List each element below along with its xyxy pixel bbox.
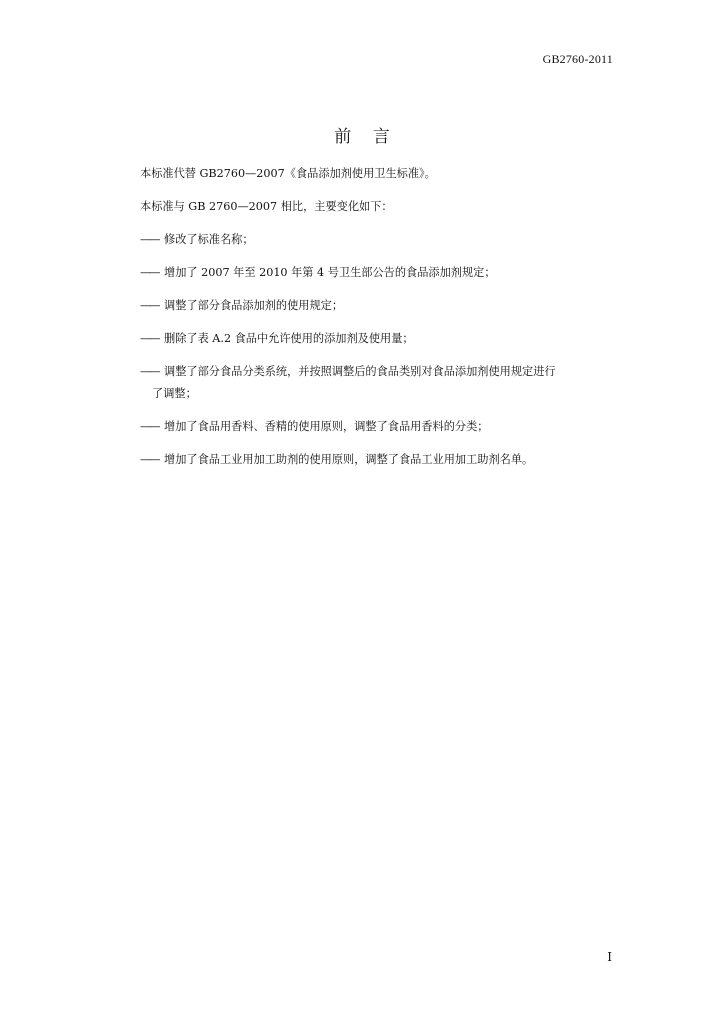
list-item bbox=[140, 364, 620, 402]
standard-code: GB2760-2011 bbox=[542, 52, 613, 66]
page-number: I bbox=[607, 950, 612, 964]
list-dash: —— bbox=[140, 266, 159, 279]
list-dash: —— bbox=[140, 233, 159, 246]
list-dash: —— bbox=[140, 365, 159, 378]
list-item bbox=[140, 331, 620, 347]
list-item bbox=[140, 452, 620, 468]
paragraph-changes-intro: 本标准与 GB 2760—2007 相比，主要变化如下： bbox=[140, 200, 393, 213]
list-item-text: 调整了部分食品添加剂的使用规定； bbox=[164, 299, 344, 312]
list-dash: —— bbox=[140, 332, 159, 345]
list-item bbox=[140, 232, 620, 248]
list-item bbox=[140, 265, 620, 281]
list-item-continuation: 了调整； bbox=[152, 387, 197, 400]
list-item-text: 删除了表 A.2 食品中允许使用的添加剂及使用量； bbox=[164, 332, 414, 345]
list-item-text: 增加了 2007 年至 2010 年第 4 号卫生部公告的食品添加剂规定； bbox=[164, 266, 496, 279]
list-item-text: 调整了部分食品分类系统，并按照调整后的食品类别对食品添加剂使用规定进行 bbox=[164, 365, 556, 378]
list-dash: —— bbox=[140, 299, 159, 312]
list-item bbox=[140, 419, 620, 435]
list-item-text: 增加了食品工业用加工助剂的使用原则，调整了食品工业用加工助剂名单。 bbox=[164, 453, 534, 466]
list-item bbox=[140, 298, 620, 314]
list-item-text: 增加了食品用香料、香精的使用原则，调整了食品用香料的分类； bbox=[164, 420, 489, 433]
list-dash: —— bbox=[140, 420, 159, 433]
page-title: 前 言 bbox=[334, 127, 398, 147]
list-dash: —— bbox=[140, 453, 159, 466]
list-item-text: 修改了标准名称； bbox=[164, 233, 254, 246]
paragraph-replacement: 本标准代替 GB2760—2007《食品添加剂使用卫生标准》。 bbox=[140, 167, 436, 180]
